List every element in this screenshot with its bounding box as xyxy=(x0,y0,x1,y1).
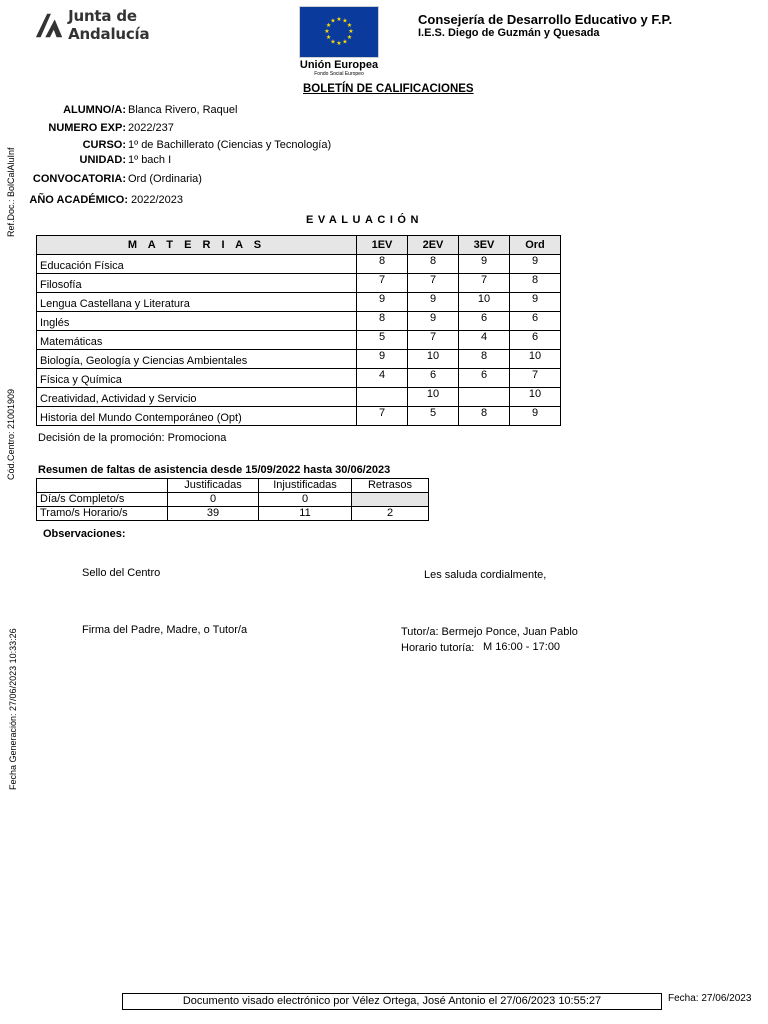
attendance-row-label: Tramo/s Horario/s xyxy=(37,507,168,521)
svg-text:★: ★ xyxy=(342,38,348,46)
anio-academico-label: AÑO ACADÉMICO: xyxy=(29,194,128,206)
grade-cell: 8 xyxy=(408,255,459,274)
curso-value: 1º de Bachillerato (Ciencias y Tecnología) xyxy=(128,139,332,151)
table-row xyxy=(37,369,561,388)
eu-name: Unión Europea xyxy=(299,59,379,71)
materia-name: Inglés xyxy=(37,312,357,331)
grade-cell: 10 xyxy=(408,388,459,407)
eu-flag-icon xyxy=(299,6,379,58)
junta-andalucia-logo-icon xyxy=(34,11,64,39)
alumno-label: ALUMNO/A: xyxy=(63,104,126,116)
header-justificadas: Justificadas xyxy=(168,479,259,493)
visado-footer: Documento visado electrónico por Vélez Ortega, José Antonio el 27/06/2023 10:55:27 xyxy=(122,993,662,1010)
svg-text:★: ★ xyxy=(325,34,332,41)
table-row xyxy=(37,255,561,274)
svg-text:★: ★ xyxy=(348,28,354,35)
exp-value: 2022/237 xyxy=(128,122,174,134)
table-row xyxy=(37,274,561,293)
grade-cell: 9 xyxy=(510,293,561,312)
horario-tutoria-value: M 16:00 - 17:00 xyxy=(483,641,561,653)
svg-text:★: ★ xyxy=(336,40,342,47)
grade-cell: 5 xyxy=(357,331,408,350)
grade-cell: 9 xyxy=(408,312,459,331)
exp-label: NUMERO EXP: xyxy=(48,122,126,134)
attendance-cell: 0 xyxy=(168,493,259,507)
materia-name: Historia del Mundo Contemporáneo (Opt) xyxy=(37,407,357,426)
promotion-decision: Decisión de la promoción: Promociona xyxy=(38,432,227,444)
grade-cell: 7 xyxy=(357,274,408,293)
grade-cell: 7 xyxy=(459,274,510,293)
grade-cell: 7 xyxy=(408,331,459,350)
grades-header-row xyxy=(37,236,561,255)
junta-andalucia-text: Junta de Andalucía xyxy=(68,7,150,43)
grade-cell: 9 xyxy=(459,255,510,274)
grade-cell xyxy=(459,388,510,407)
convocatoria-value: Ord (Ordinaria) xyxy=(128,173,202,185)
grade-cell xyxy=(357,388,408,407)
svg-text:★: ★ xyxy=(330,38,336,46)
header-1ev: 1EV xyxy=(357,236,408,255)
eu-logo xyxy=(299,6,379,77)
materia-name: Física y Química xyxy=(37,369,357,388)
svg-text:★: ★ xyxy=(346,34,353,41)
attendance-row-label: Día/s Completo/s xyxy=(37,493,168,507)
convocatoria-label: CONVOCATORIA: xyxy=(32,173,126,185)
materia-name: Lengua Castellana y Literatura xyxy=(37,293,357,312)
attendance-table xyxy=(36,478,429,521)
anio-academico-value: 2022/2023 xyxy=(131,194,183,206)
tutor-name: Tutor/a: Bermejo Ponce, Juan Pablo xyxy=(401,626,578,638)
unidad-label: UNIDAD: xyxy=(79,154,126,166)
table-row xyxy=(37,407,561,426)
svg-text:★: ★ xyxy=(342,17,348,25)
grade-cell: 6 xyxy=(510,312,561,331)
grade-cell: 6 xyxy=(408,369,459,388)
grade-cell: 8 xyxy=(357,255,408,274)
eu-subtitle: Fondo Social Europeo xyxy=(314,71,364,77)
attendance-cell: 2 xyxy=(352,507,429,521)
grade-cell: 8 xyxy=(459,407,510,426)
document-title: BOLETÍN DE CALIFICACIONES xyxy=(303,83,474,95)
attendance-cell: 39 xyxy=(168,507,259,521)
svg-text:★: ★ xyxy=(330,17,336,25)
fecha-footer: Fecha: 27/06/2023 xyxy=(668,993,752,1004)
svg-text:★: ★ xyxy=(346,22,353,29)
grade-cell: 6 xyxy=(459,312,510,331)
grade-cell: 9 xyxy=(510,255,561,274)
attendance-cell: 0 xyxy=(259,493,352,507)
header-3ev: 3EV xyxy=(459,236,510,255)
materia-name: Biología, Geología y Ciencias Ambientales xyxy=(37,350,357,369)
materia-name: Filosofía xyxy=(37,274,357,293)
instituto-heading: I.E.S. Diego de Guzmán y Quesada xyxy=(418,27,600,39)
sello-centro: Sello del Centro xyxy=(82,567,161,579)
attendance-summary-title: Resumen de faltas de asistencia desde 15/09/2022 hasta 30/06/2023 xyxy=(38,464,391,476)
grade-cell: 4 xyxy=(459,331,510,350)
grade-cell: 10 xyxy=(510,350,561,369)
svg-text:★: ★ xyxy=(325,22,332,29)
attendance-header-row xyxy=(37,479,429,493)
unidad-value: 1º bach I xyxy=(128,154,172,166)
svg-text:★: ★ xyxy=(324,28,330,35)
header-2ev: 2EV xyxy=(408,236,459,255)
grade-cell: 9 xyxy=(357,350,408,369)
table-row xyxy=(37,493,429,507)
curso-label: CURSO: xyxy=(82,139,126,151)
side-ref-doc: Ref.Doc.: BolCalAluInf xyxy=(6,147,16,237)
junta-andalucia-logo xyxy=(34,7,214,43)
grade-cell: 8 xyxy=(357,312,408,331)
grade-cell: 5 xyxy=(408,407,459,426)
grade-cell: 9 xyxy=(510,407,561,426)
grade-cell: 7 xyxy=(408,274,459,293)
grade-cell: 10 xyxy=(459,293,510,312)
grade-cell: 9 xyxy=(357,293,408,312)
grade-cell: 4 xyxy=(357,369,408,388)
materia-name: Creatividad, Actividad y Servicio xyxy=(37,388,357,407)
consejeria-heading: Consejería de Desarrollo Educativo y F.P. xyxy=(418,12,673,27)
materia-name: Matemáticas xyxy=(37,331,357,350)
header-ord: Ord xyxy=(510,236,561,255)
grade-cell: 8 xyxy=(459,350,510,369)
alumno-value: Blanca Rivero, Raquel xyxy=(128,104,238,116)
header-retrasos: Retrasos xyxy=(352,479,429,493)
grade-cell: 9 xyxy=(408,293,459,312)
table-row xyxy=(37,293,561,312)
table-row xyxy=(37,507,429,521)
table-row xyxy=(37,331,561,350)
grade-cell: 10 xyxy=(408,350,459,369)
grade-cell: 7 xyxy=(357,407,408,426)
grade-cell: 6 xyxy=(459,369,510,388)
header-materias: M A T E R I A S xyxy=(37,236,357,255)
grade-cell: 10 xyxy=(510,388,561,407)
evaluacion-heading: EVALUACIÓN xyxy=(306,214,423,226)
attendance-cell xyxy=(352,493,429,507)
header-injustificadas: Injustificadas xyxy=(259,479,352,493)
svg-text:★: ★ xyxy=(336,16,342,23)
firma-padres: Firma del Padre, Madre, o Tutor/a xyxy=(82,624,248,636)
side-fecha-generacion: Fecha Generación: 27/06/2023 10:33:26 xyxy=(8,628,18,790)
table-row xyxy=(37,388,561,407)
grade-cell: 7 xyxy=(510,369,561,388)
observaciones-label: Observaciones: xyxy=(43,528,126,540)
grade-cell: 6 xyxy=(510,331,561,350)
side-cod-centro: Cód.Centro: 21001909 xyxy=(6,388,16,480)
grades-table xyxy=(36,235,561,426)
attendance-cell: 11 xyxy=(259,507,352,521)
horario-tutoria-label: Horario tutoría: xyxy=(401,642,475,654)
table-row xyxy=(37,350,561,369)
grade-cell: 8 xyxy=(510,274,561,293)
attendance-header-empty xyxy=(37,479,168,493)
saludo-text: Les saluda cordialmente, xyxy=(424,569,547,581)
table-row xyxy=(37,312,561,331)
materia-name: Educación Física xyxy=(37,255,357,274)
